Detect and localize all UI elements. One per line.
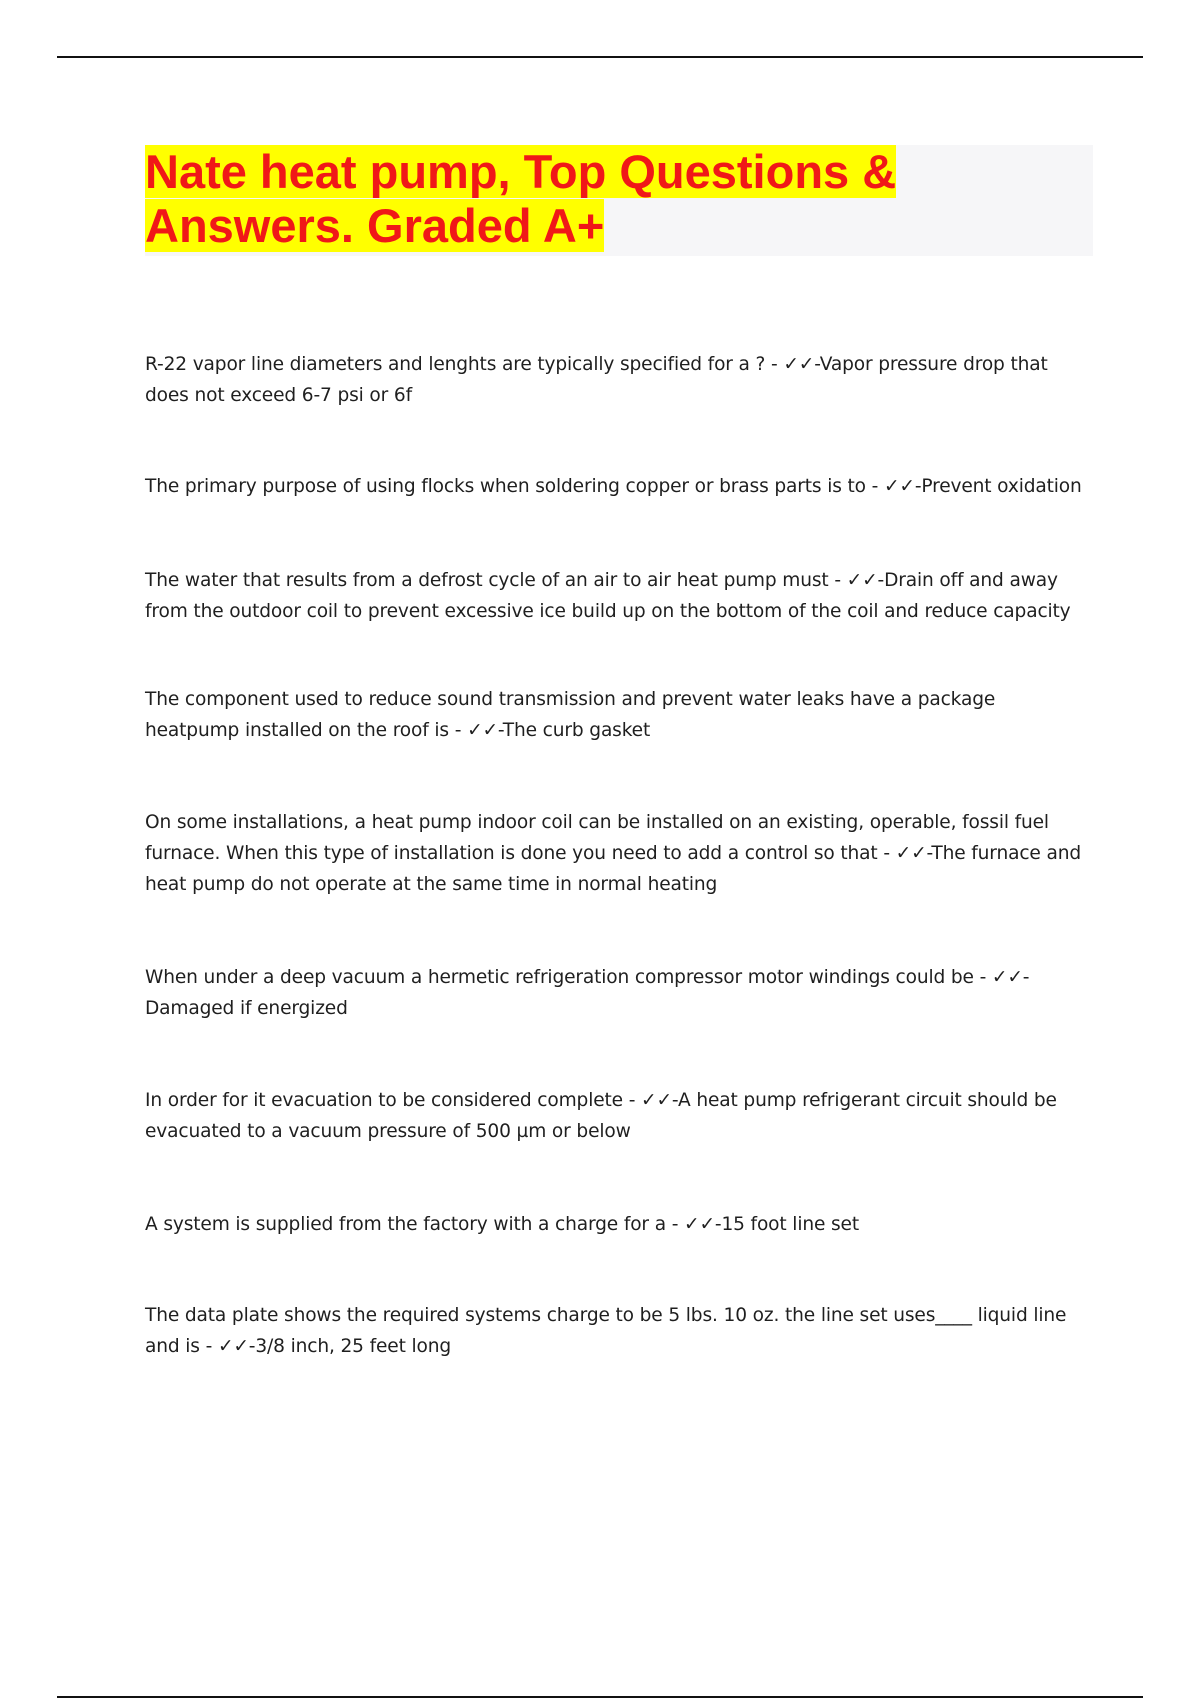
question-text: The primary purpose of using flocks when soldering copper or brass parts is to	[145, 476, 866, 497]
answer-text: Vapor pressure drop that does not exceed 6-7 psi or 6f	[145, 354, 1048, 406]
answer-text: Drain off and away from the outdoor coil to prevent excessive ice build up on the bottom of the coil and reduce capacity	[145, 570, 1071, 622]
qa-item	[145, 1209, 1095, 1240]
question-text: In order for it evacuation to be considered complete	[145, 1090, 623, 1111]
answer-separator: - ✓✓-	[622, 1090, 679, 1111]
answer-separator: - ✓✓-	[865, 476, 922, 497]
document-title	[145, 145, 1093, 253]
answer-text: 15 foot line set	[721, 1214, 859, 1235]
question-text: The component used to reduce sound transmission and prevent water leaks have a package heatpump installed on the roof is	[145, 689, 996, 741]
qa-item	[145, 684, 1095, 746]
qa-item	[145, 1300, 1095, 1362]
answer-separator: - ✓✓-	[828, 570, 885, 591]
header-rule	[57, 56, 1143, 58]
qa-item	[145, 807, 1095, 900]
question-text: A system is supplied from the factory with a charge for a	[145, 1214, 666, 1235]
answer-text: Damaged if energized	[145, 998, 348, 1019]
question-text: When under a deep vacuum a hermetic refrigeration compressor motor windings could be	[145, 967, 974, 988]
qa-item	[145, 471, 1095, 502]
answer-text: Prevent oxidation	[921, 476, 1082, 497]
answer-separator: - ✓✓-	[877, 843, 932, 864]
title-line-1: Nate heat pump, Top Questions &	[145, 145, 897, 198]
qa-item	[145, 1085, 1095, 1147]
question-text: The water that results from a defrost cycle of an air to air heat pump must	[145, 570, 829, 591]
title-block	[145, 145, 1093, 256]
title-line-2: Answers. Graded A+	[145, 199, 605, 252]
answer-text: The curb gasket	[502, 720, 651, 741]
question-text: On some installations, a heat pump indoor coil can be installed on an existing, operable, fossil fuel furnace. When this type of installation is done you need to add a control so that	[145, 812, 1049, 864]
footer-rule	[57, 1696, 1143, 1698]
answer-separator: - ✓✓-	[973, 967, 1030, 988]
answer-text: A heat pump refrigerant circuit should be evacuated to a vacuum pressure of 500 µm or below	[145, 1090, 1057, 1142]
answer-separator: - ✓✓-	[665, 1214, 722, 1235]
answer-separator: - ✓✓-	[765, 354, 820, 375]
answer-text: The furnace and heat pump do not operate at the same time in normal heating	[145, 843, 1081, 895]
qa-item	[145, 349, 1095, 411]
answer-separator: - ✓✓-	[199, 1336, 256, 1357]
qa-item	[145, 962, 1095, 1024]
question-text: R-22 vapor line diameters and lenghts are typically specified for a ?	[145, 354, 766, 375]
answer-text: 3/8 inch, 25 feet long	[255, 1336, 451, 1357]
question-text: The data plate shows the required systems charge to be 5 lbs. 10 oz. the line set uses____ liquid line and is	[145, 1305, 1067, 1357]
qa-item	[145, 565, 1095, 627]
answer-separator: - ✓✓-	[448, 720, 503, 741]
